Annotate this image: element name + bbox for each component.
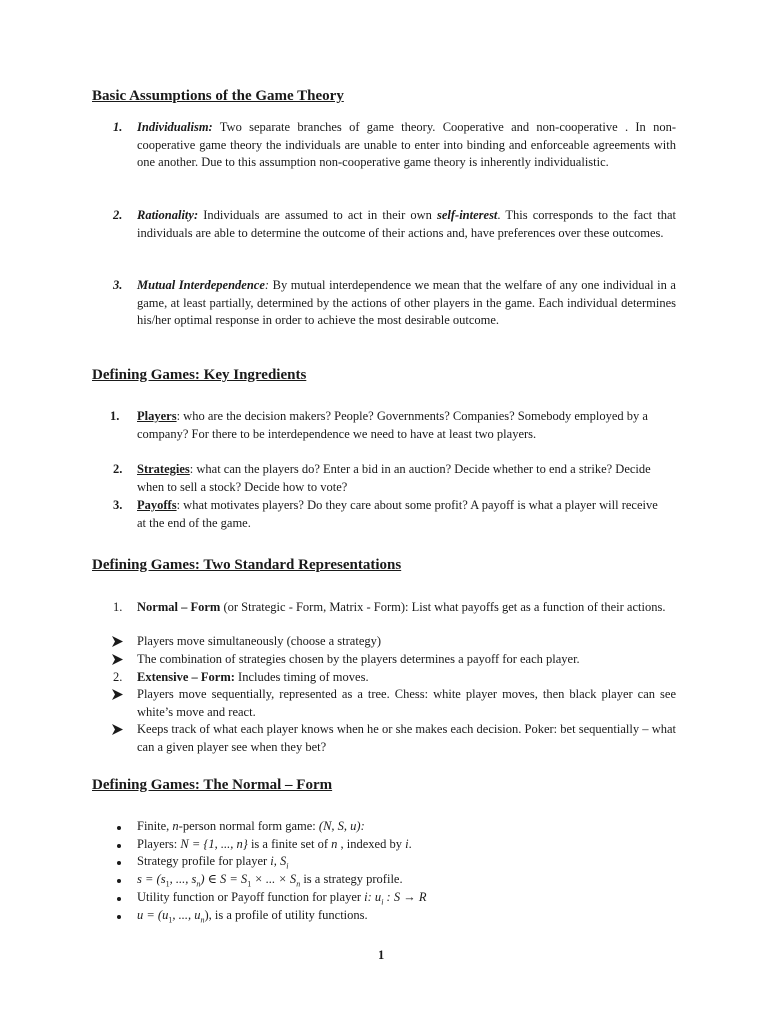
- item-number: 3.: [113, 498, 123, 512]
- assumption-rationality: [137, 207, 676, 242]
- ingredient-payoffs: [137, 497, 667, 532]
- item-number: 3.: [113, 278, 123, 292]
- bullet-utility-function: Utility function or Payoff function for player i: $u_i$ : S → R: [137, 890, 427, 907]
- term-normal-form: Normal – Form: [137, 600, 221, 614]
- arrow-bullet-icon: [112, 654, 123, 665]
- section-heading-assumptions: Basic Assumptions of the Game Theory: [92, 88, 344, 104]
- ingredient-text: : what can the players do? Enter a bid in an auction? Decide whether to end a strike? Decide when to sell a stock? Decide how to vote?: [137, 462, 651, 494]
- term-payoffs: Payoffs: [137, 498, 177, 512]
- bullet-dot-icon: [117, 826, 121, 830]
- assumption-text: . This corresponds to the fact that individuals are able to determine the outcome of their actions and, have preferences over these outcomes.: [137, 208, 676, 240]
- page-number: 1: [378, 948, 385, 962]
- term-extensive-form: Extensive – Form:: [137, 670, 235, 684]
- term-players: Players: [137, 409, 177, 423]
- item-number: 1.: [113, 600, 123, 614]
- section-heading-normal-form: Defining Games: The Normal – Form: [92, 777, 333, 793]
- colon: :: [264, 278, 270, 292]
- ingredient-text: : what motivates players? Do they care about some profit? A payoff is what a player will receive at the end of the game.: [137, 498, 658, 530]
- bullet-sequential: Players move sequentially, represented as a tree. Chess: white player moves, then black player can see white’s move and react.: [137, 687, 676, 719]
- representation-extensive-form: [137, 669, 676, 687]
- ingredient-strategies: [137, 461, 657, 496]
- bullet-strategy-profile: $s = (s_1$, ..., $s_n$) ∈ $S = S_1$ × ... × $S_n$ is a strategy profile.: [137, 872, 403, 889]
- assumption-text: Individuals are assumed to act in their own: [198, 208, 437, 222]
- bullet-payoff-combination: The combination of strategies chosen by the players determines a payoff for each player.: [137, 652, 580, 666]
- section-heading-ingredients: Defining Games: Key Ingredients: [92, 367, 307, 383]
- section-heading-representations: Defining Games: Two Standard Representations: [92, 557, 402, 573]
- term-strategies: Strategies: [137, 462, 190, 476]
- representation-text: Includes timing of moves.: [234, 670, 369, 684]
- item-number: 1.: [113, 120, 123, 134]
- representation-normal-form: [137, 599, 676, 617]
- arrow-bullet-icon: [112, 689, 123, 700]
- bullet-dot-icon: [117, 861, 121, 865]
- bullet-strategy-profile-player: Strategy profile for player i, $S_i$: [137, 854, 289, 871]
- assumption-text: By mutual interdependence we mean that the welfare of any one individual in a game, at least partially, determined by the actions of other players in the game. Each individual determines his/her optimal response in order to achieve the most desirable outcome.: [137, 278, 676, 327]
- bullet-dot-icon: [117, 879, 121, 883]
- item-number: 1.: [110, 409, 120, 423]
- item-number: 2.: [113, 670, 123, 684]
- representation-text: (or Strategic - Form, Matrix - Form): List what payoffs get as a function of their actions.: [220, 600, 666, 614]
- arrow-bullet-icon: [112, 636, 123, 647]
- bullet-simultaneous: Players move simultaneously (choose a strategy): [137, 634, 382, 648]
- item-number: 2.: [113, 208, 123, 222]
- bullet-utility-profile: $u = (u_1$, ..., $u_n$), is a profile of utility functions.: [137, 908, 368, 925]
- term-individualism: Individualism:: [137, 120, 213, 134]
- bullet-finite-game: Finite, n-person normal form game: (N, S, u):: [137, 819, 365, 833]
- item-number: 2.: [113, 462, 123, 476]
- assumption-individualism: [137, 119, 676, 172]
- assumption-text: Two separate branches of game theory. Cooperative and non-cooperative . In non-cooperative game theory the individuals are unable to enter into binding and enforceable agreements with one another. Due to this assumption non-cooperative game theory is inherently individualistic.: [137, 120, 676, 169]
- bullet-information: Keeps track of what each player knows when he or she makes each decision. Poker: bet sequentially – what can a given player see when they bet?: [137, 722, 676, 754]
- term-rationality: Rationality:: [137, 208, 199, 222]
- bullet-dot-icon: [117, 844, 121, 848]
- ingredient-players: [137, 408, 662, 443]
- assumption-mutual-interdependence: [137, 277, 676, 330]
- bullet-dot-icon: [117, 897, 121, 901]
- emphasis-self-interest: self-interest: [437, 208, 498, 222]
- bullet-dot-icon: [117, 915, 121, 919]
- term-mutual-interdependence: Mutual Interdependence: [137, 278, 265, 292]
- ingredient-text: : who are the decision makers? People? Governments? Companies? Somebody employed by a company? For there to be interdependence we need to have at least two players.: [137, 409, 648, 441]
- arrow-bullet-icon: [112, 724, 123, 735]
- bullet-players-set: Players: N = {1, ..., n} is a finite set of n , indexed by i.: [137, 837, 412, 851]
